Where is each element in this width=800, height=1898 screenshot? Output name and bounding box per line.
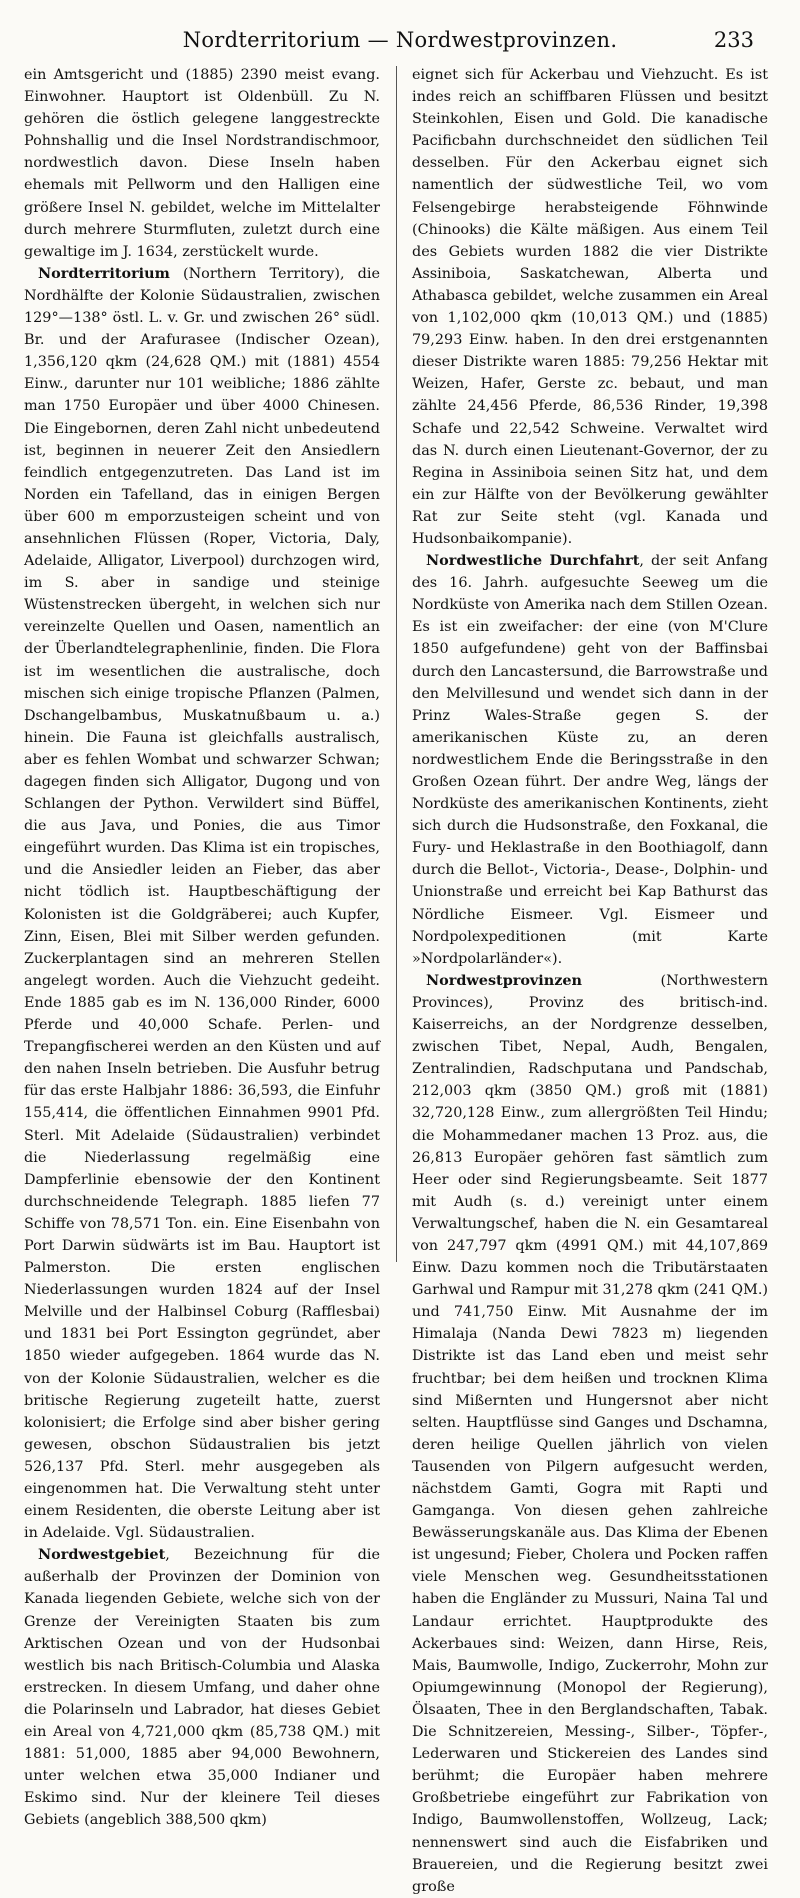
page-header [0,28,800,62]
entry-continuation: eignet sich für Ackerbau und Viehzucht. Es ist indes reich an schiffbaren Flüssen und besitzt Steinkohlen, Eisen und Gold. Die kanadische Pacificbahn durchschneidet den südlichen Teil desselben. Für den Ackerbau eignet sich namentlich der südwestliche Teil, wo vom Felsengebirge herabsteigende Föhnwinde (Chinooks) die Kälte mäßigen. Aus einem Teil des Gebiets wurden 1882 die vier Distrikte Assiniboia, Saskatchewan, Alberta und Athabasca gebildet, welche zusammen ein Areal von 1,102,000 qkm (10,013 QM.) und (1885) 79,293 Einw. haben. In den drei erstgenannten dieser Distrikte waren 1885: 79,256 Hektar mit Weizen, Hafer, Gerste zc. bebaut, und man zählte 24,456 Pferde, 86,536 Rinder, 19,398 Schafe und 22,542 Schweine. Verwaltet wird das N. durch einen Lieutenant-Governor, der zu Regina in Assiniboia seinen Sitz hat, und dem ein zur Hälfte von der Bevölkerung gewählter Rat zur Seite steht (vgl. Kanada und Hudsonbaikompanie). [412,67,768,547]
right-column [412,64,769,1895]
entry-nordwestgebiet: Nordwestgebiet, Bezeichnung für die außerhalb der Provinzen der Dominion von Kanada liegenden Gebiete, welche sich von der Grenze der Vereinigten Staaten bis zum Arktischen Ozean und von der Hudsonbai westlich bis nach Britisch-Columbia und Alaska erstrecken. In diesem Umfang, und daher ohne die Polarinseln und Labrador, hat dieses Gebiet ein Areal von 4,721,000 qkm (85,738 QM.) mit 1881: 51,000, 1885 aber 94,000 Bewohnern, unter welchen etwa 35,000 Indianer und Eskimo sind. Nur der kleinere Teil dieses Gebiets (angeblich 388,500 qkm) [24,1546,380,1829]
entry-continuation: ein Amtsgericht und (1885) 2390 meist evang. Einwohner. Hauptort ist Oldenbüll. Zu N. gehören die östlich gelegene langgestreckte Pohnshallig und die Insel Nordstrandischmoor, nordwestlich davon. Diese Inseln haben ehemals mit Pellworm und den Halligen eine größere Insel N. gebildet, welche im Mittelalter durch mehrere Sturmfluten, zuletzt durch eine gewaltige im J. 1634, zerstückelt wurde. [24,67,380,260]
entry-nordterritorium: Nordterritorium (Northern Territory), die Nordhälfte der Kolonie Südaustralien, zwischen 129°—138° östl. L. v. Gr. und zwischen 26° südl. Br. und der Arafurasee (Indischer Ozean), 1,356,120 qkm (24,628 QM.) mit (1881) 4554 Einw., darunter nur 101 weibliche; 1886 zählte man 1750 Europäer und über 4000 Chinesen. Die Eingebornen, deren Zahl nicht unbedeutend ist, beginnen in neuerer Zeit den Ansiedlern feindlich entgegenzutreten. Das Land ist im Norden ein Tafelland, das in einigen Bergen über 600 m emporzusteigen scheint und von ansehnlichen Flüssen (Roper, Victoria, Daly, Adelaide, Alligator, Liverpool) durchzogen wird, im S. aber in sandige und steinige Wüstenstrecken übergeht, in welchen sich nur vereinzelte Quellen und Oasen, namentlich an der Überlandtelegraphenlinie, finden. Die Flora ist im wesentlichen die australische, doch mischen sich einige tropische Pflanzen (Palmen, Dschangelbambus, Muskatnußbaum u. a.) hinein. Die Fauna ist gleichfalls australisch, aber es fehlen Wombat und schwarzer Schwan; dagegen finden sich Alligator, Dugong und von Schlangen der Python. Verwildert sind Büffel, die aus Java, und Ponies, die aus Timor eingeführt wurden. Das Klima ist ein tropisches, und die Ansiedler leiden an Fieber, das aber nicht tödlich ist. Hauptbeschäftigung der Kolonisten ist die Goldgräberei; auch Kupfer, Zinn, Eisen, Blei mit Silber werden gefunden. Zuckerplantagen sind an mehreren Stellen angelegt worden. Auch die Viehzucht gedeiht. Ende 1885 gab es im N. 136,000 Rinder, 6000 Pferde und 40,000 Schafe. Perlen- und Trepangfischerei werden an den Küsten und auf den nahen Inseln betrieben. Die Ausfuhr betrug für das erste Halbjahr 1886: 36,593, die Einfuhr 155,414, die öffentlichen Einnahmen 9901 Pfd. Sterl. Mit Adelaide (Südaustralien) verbindet die Niederlassung regelmäßig eine Dampferlinie ebensowie der den Kontinent durchschneidende Telegraph. 1885 liefen 77 Schiffe von 78,571 Ton. ein. Eine Eisenbahn von Port Darwin südwärts ist im Bau. Hauptort ist Palmerston. Die ersten englischen Niederlassungen wurden 1824 auf der Insel Melville und der Halbinsel Coburg (Rafflesbai) und 1831 bei Port Essington gegründet, aber 1850 wieder aufgegeben. 1864 wurde das N. von der Kolonie Südaustralien, welcher es die britische Regierung zugeteilt hatte, zuerst kolonisiert; die Erfolge sind aber bisher gering gewesen, obschon Südaustralien bis jetzt 526,137 Pfd. Sterl. mehr ausgegeben als eingenommen hat. Die Verwaltung steht unter einem Residenten, die oberste Leitung aber ist in Adelaide. Vgl. Südaustralien. [24,264,380,1542]
page-number: 233 [713,28,754,52]
column-divider [396,66,397,1262]
entry-headword: Nordterritorium [38,264,170,282]
entry-nordwestprovinzen: Nordwestprovinzen (Northwestern Provinces), Provinz des britisch-ind. Kaiserreichs, an der Nordgrenze desselben, zwischen Tibet, Nepal, Audh, Bengalen, Zentralindien, Radschputana und Pandschab, 212,003 qkm (3850 QM.) groß mit (1881) 32,720,128 Einw., zum allergrößten Teil Hindu; die Mohammedaner machen 13 Proz. aus, die 26,813 Europäer gehören fast sämtlich zum Heer oder sind Regierungsbeamte. Seit 1877 mit Audh (s. d.) vereinigt unter einem Verwaltungschef, haben die N. ein Gesamtareal von 247,797 qkm (4991 QM.) mit 44,107,869 Einw. Dazu kommen noch die Tributärstaaten Garhwal und Rampur mit 31,278 qkm (241 QM.) und 741,750 Einw. Mit Ausnahme der im Himalaja (Nanda Dewi 7823 m) liegenden Distrikte ist das Land eben und meist sehr fruchtbar; bei dem heißen und trocknen Klima sind Mißernten und Hungersnot aber nicht selten. Hauptflüsse sind Ganges und Dschamna, deren heilige Quellen jährlich von vielen Tausenden von Pilgern aufgesucht werden, nächstdem Gamti, Gogra mit Rapti und Gamganga. Von diesen gehen zahlreiche Bewässerungskanäle aus. Das Klima der Ebenen ist ungesund; Fieber, Cholera und Pocken raffen viele Menschen weg. Gesundheitsstationen haben die Engländer zu Mussuri, Naina Tal und Landaur errichtet. Hauptprodukte des Ackerbaues sind: Weizen, dann Hirse, Reis, Mais, Baumwolle, Indigo, Zuckerrohr, Mohn zur Opiumgewinnung (Monopol der Regierung), Ölsaaten, Thee in den Berglandschaften, Tabak. Die Schnitzereien, Messing-, Silber-, Töpfer-, Lederwaren und Stickereien des Landes sind berühmt; die Europäer haben mehrere Großbetriebe eingeführt zur Fabrikation von Indigo, Baumwollenstoffen, Wollzeug, Lack; nennenswert sind auch die Eisfabriken und Brauereien, und die Regierung besitzt zwei große [412,971,769,1895]
entry-headword: Nordwestgebiet [38,1546,166,1564]
entry-nordwestliche-durchfahrt: Nordwestliche Durchfahrt, der seit Anfang des 16. Jahrh. aufgesuchte Seeweg um die Nordküste von Amerika nach dem Stillen Ozean. Es ist ein zweifacher: der eine (von M'Clure 1850 aufgefundene) geht von der Baffinsbai durch den Lancastersund, die Barrowstraße und den Melvillesund und wendet sich dann in der Prinz Wales-Straße gegen S. der amerikanischen Küste zu, an deren nordwestlichem Ende die Beringsstraße in den Großen Ozean führt. Der andre Weg, längs der Nordküste des amerikanischen Kontinents, zieht sich durch die Hudsonstraße, den Foxkanal, die Fury- und Heklastraße in den Boothiagolf, dann durch die Bellot-, Victoria-, Dease-, Dolphin- und Unionstraße und erreicht bei Kap Bathurst das Nördliche Eismeer. Vgl. Eismeer und Nordpolexpeditionen (mit Karte »Nordpolarländer«). [412,552,768,967]
running-head: Nordterritorium — Nordwestprovinzen. [182,28,618,52]
entry-headword: Nordwestprovinzen [426,971,583,989]
left-column [24,64,380,1829]
entry-headword: Nordwestliche Durchfahrt [426,552,640,570]
